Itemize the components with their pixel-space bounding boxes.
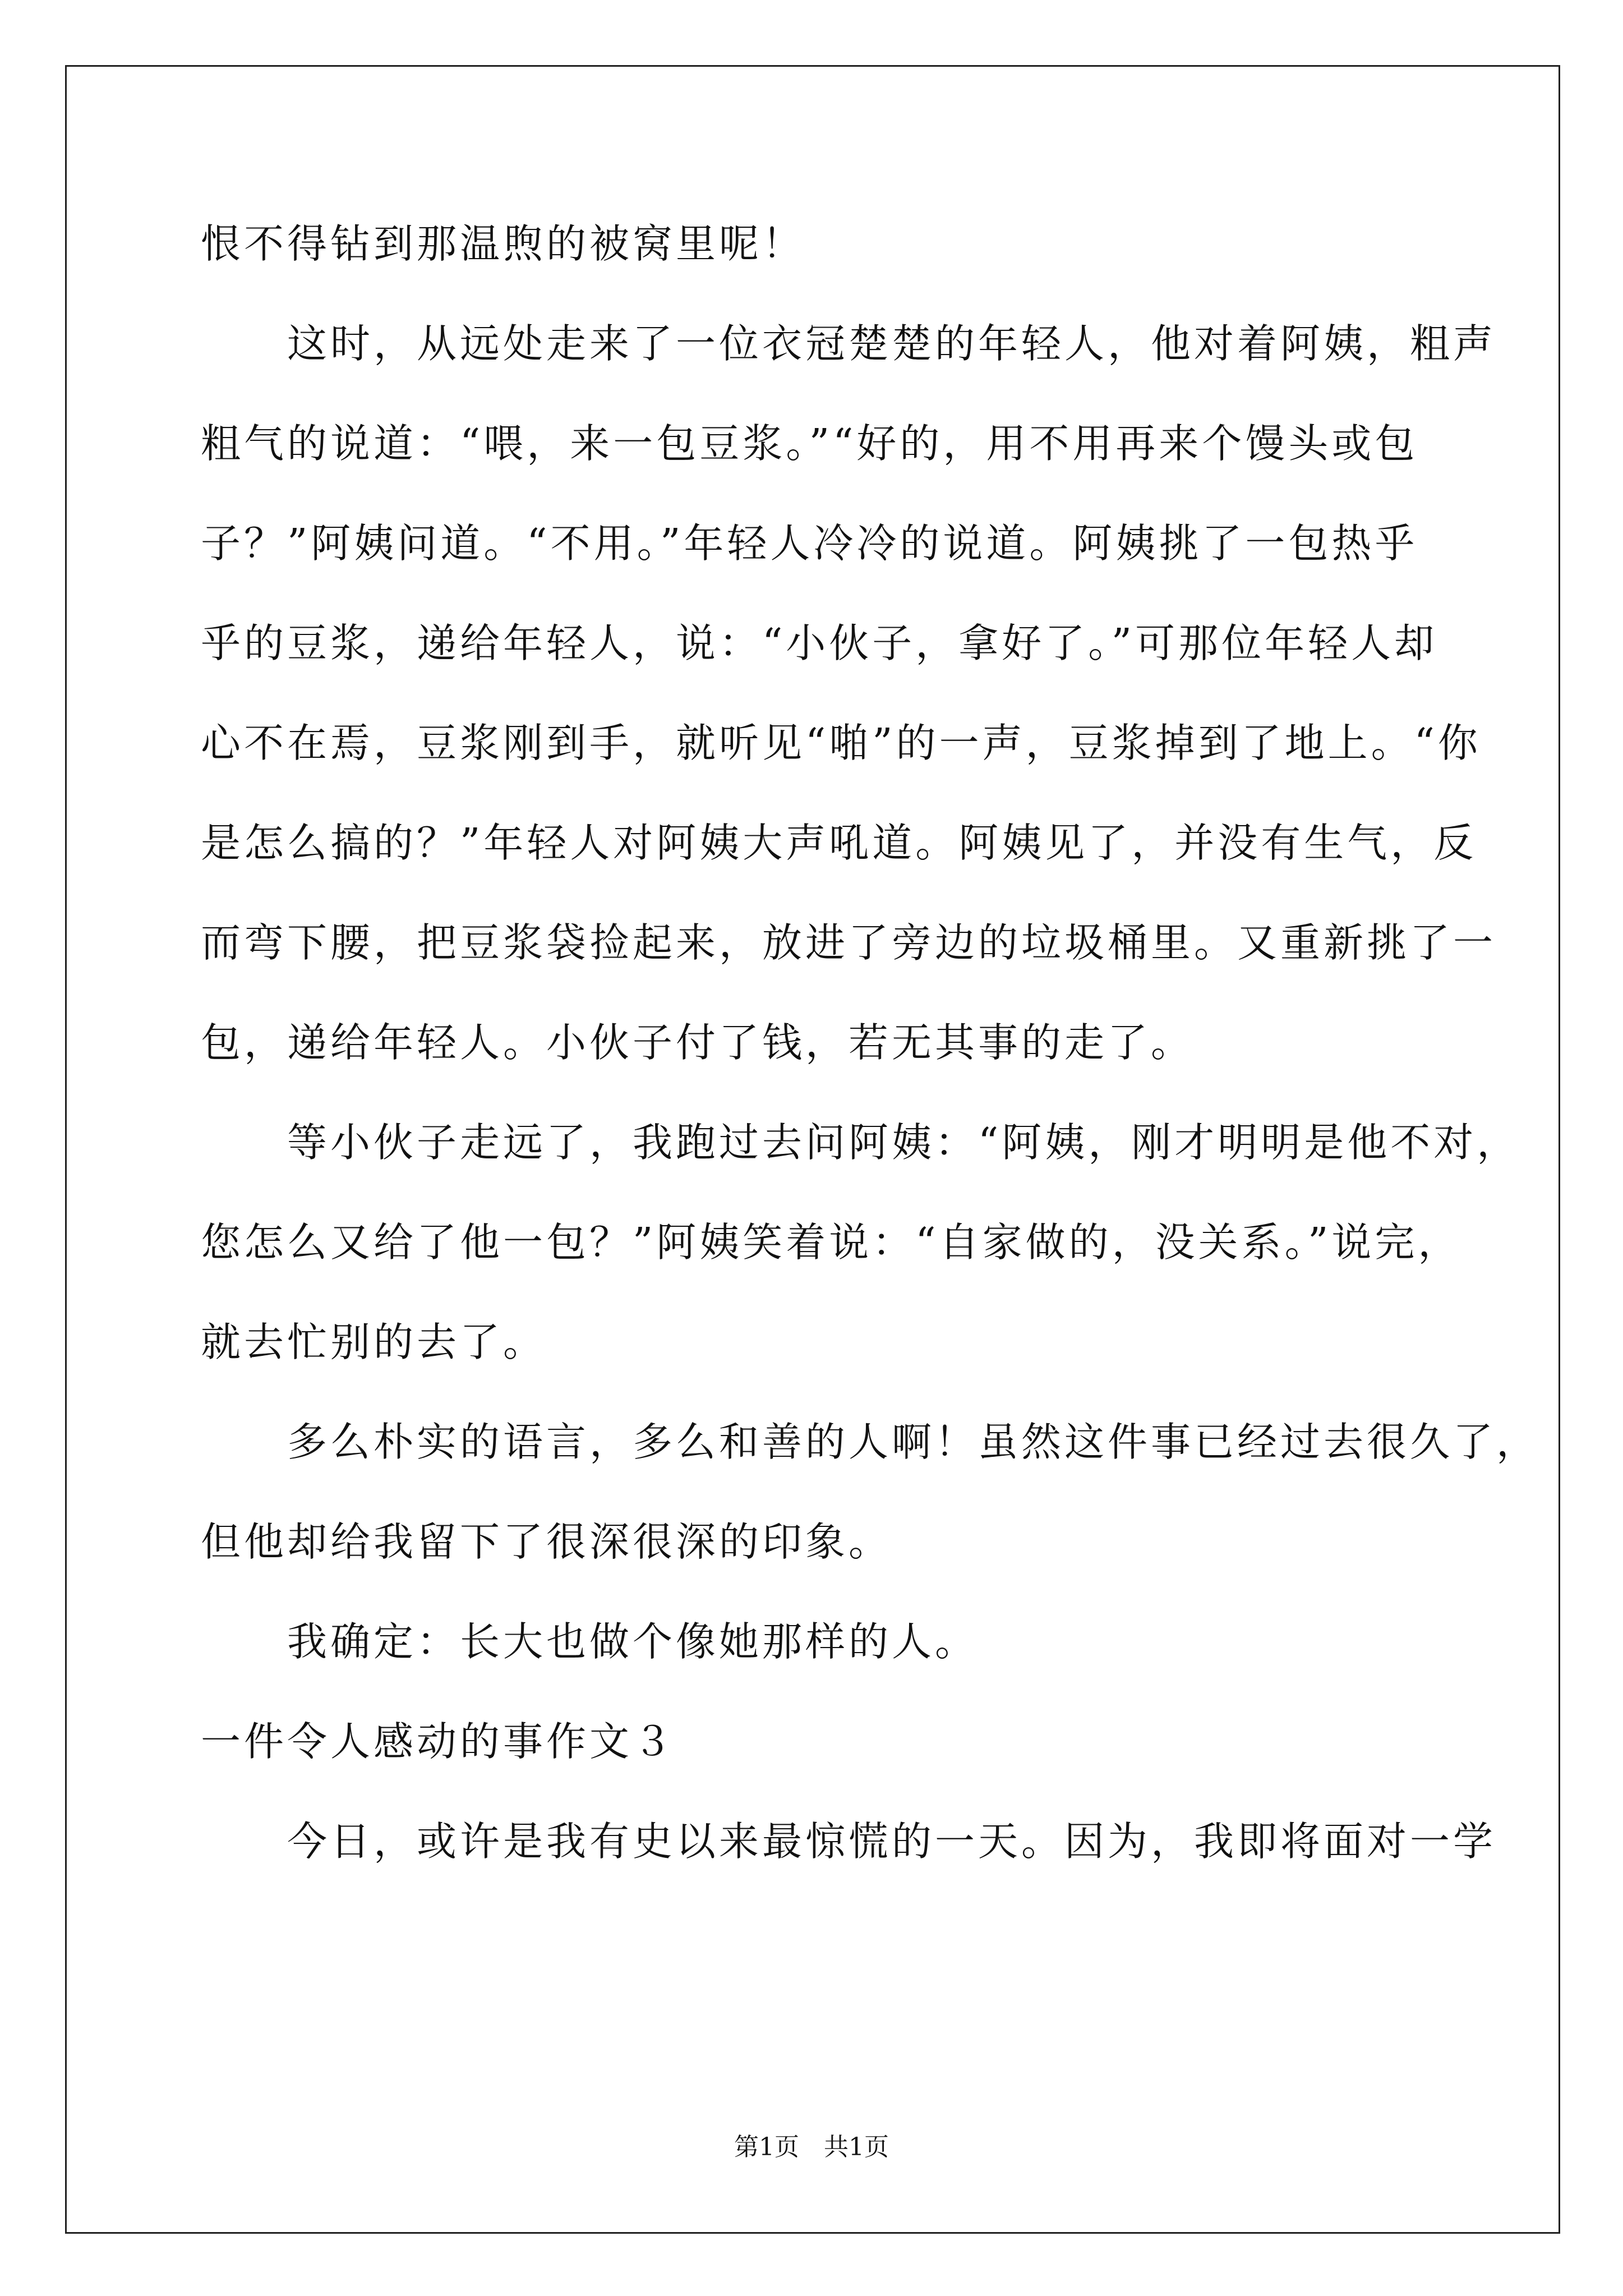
text-line: 我确定：长大也做个像她那样的人。 bbox=[201, 1618, 979, 1665]
text-line: 等小伙子走远了，我跑过去问阿姨：“阿姨，刚才明明是他不对， bbox=[201, 1119, 1520, 1166]
text-line: 乎的豆浆，递给年轻人，说：“小伙子，拿好了。”可那位年轻人却 bbox=[201, 620, 1438, 666]
section-heading: 一件令人感动的事作文３ bbox=[201, 1718, 676, 1765]
text-line: 今日，或许是我有史以来最惊慌的一天。因为，我即将面对一学 bbox=[201, 1818, 1497, 1865]
text-line: 这时，从远处走来了一位衣冠楚楚的年轻人，他对着阿姨，粗声 bbox=[201, 320, 1497, 367]
text-line: 您怎么又给了他一包？”阿姨笑着说：“自家做的，没关系。”说完， bbox=[201, 1219, 1461, 1266]
text-line: 而弯下腰，把豆浆袋捡起来，放进了旁边的垃圾桶里。又重新挑了一 bbox=[201, 919, 1497, 966]
text-line: 子？”阿姨问道。“不用。”年轻人冷冷的说道。阿姨挑了一包热乎 bbox=[201, 520, 1418, 567]
text-line: 是怎么搞的？”年轻人对阿姨大声吼道。阿姨见了，并没有生气，反 bbox=[201, 820, 1477, 866]
page-number: 第1页 共1页 bbox=[734, 2133, 889, 2161]
text-line: 粗气的说道：“喂，来一包豆浆。”“好的，用不用再来个馒头或包 bbox=[201, 420, 1418, 467]
text-line: 多么朴实的语言，多么和善的人啊！虽然这件事已经过去很久了， bbox=[201, 1419, 1540, 1465]
text-line: 就去忙别的去了。 bbox=[201, 1319, 547, 1365]
text-line: 但他却给我留下了很深很深的印象。 bbox=[201, 1519, 892, 1565]
text-line: 心不在焉，豆浆刚到手，就听见“啪”的一声，豆浆掉到了地上。“你 bbox=[201, 720, 1481, 766]
text-line: 恨不得钻到那温煦的被窝里呢！ bbox=[201, 220, 806, 267]
text-line: 包，递给年轻人。小伙子付了钱，若无其事的走了。 bbox=[201, 1019, 1195, 1066]
